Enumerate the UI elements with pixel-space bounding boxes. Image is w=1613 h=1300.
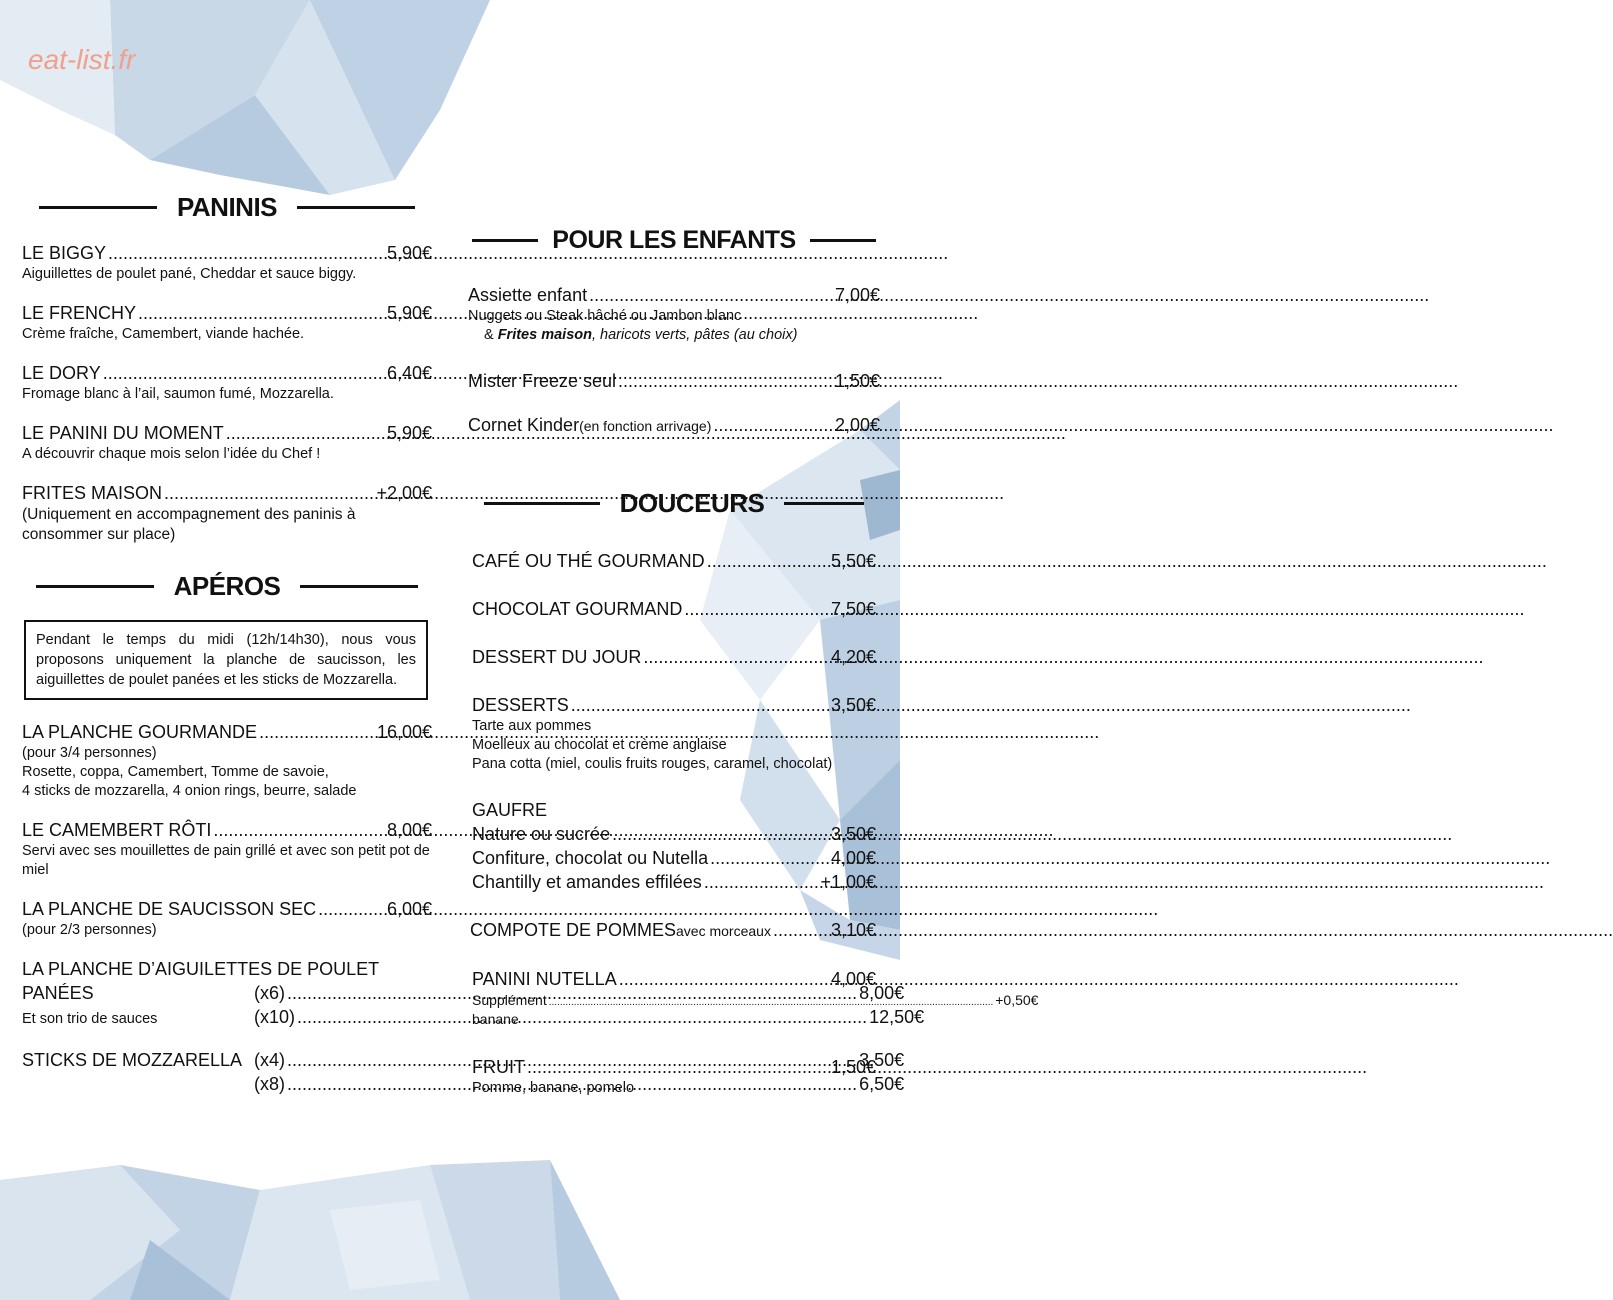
item-price: 7,50€	[830, 599, 876, 619]
item-name: LE PANINI DU MOMENT	[22, 423, 224, 443]
menu-item-chocolat-gourmand	[472, 597, 876, 621]
heading-rule	[810, 239, 876, 242]
item-price: 3,10€	[830, 920, 876, 940]
item-note: (en fonction arrivage)	[579, 418, 712, 434]
item-desc: (Uniquement en accompagnement des paninis à consommer sur place)	[22, 506, 356, 543]
item-price: 6,40€	[386, 363, 432, 383]
item-price: 3,50€	[830, 695, 876, 715]
item-price: 4,00€	[830, 969, 876, 989]
item-name: GAUFRE	[472, 800, 548, 820]
item-desc: Pomme, banane, pomelo	[472, 1080, 635, 1096]
item-name: LA PLANCHE D’AIGUILETTES DE POULET	[22, 959, 380, 979]
item-name: LE CAMEMBERT RÔTI	[22, 820, 212, 840]
item-name: LE DORY	[22, 363, 101, 383]
item-option: Confiture, chocolat ou Nutella	[472, 848, 709, 868]
menu-item-camembert	[22, 818, 432, 880]
menu-item-frenchy	[22, 301, 432, 344]
item-name: Mister Freeze seul	[468, 371, 617, 391]
item-name: LA PLANCHE GOURMANDE	[22, 722, 258, 742]
menu-item-compote	[470, 918, 876, 943]
douceurs-title: DOUCEURS	[619, 488, 765, 518]
item-name: LE FRENCHY	[22, 303, 137, 323]
item-option: Chantilly et amandes effilées	[472, 872, 702, 892]
item-price: 6,00€	[386, 899, 432, 919]
item-desc: Moelleux au chocolat et crème anglaise	[472, 737, 727, 753]
menu-item-assiette-enfant	[468, 283, 880, 345]
item-name: CAFÉ OU THÉ GOURMAND	[472, 551, 705, 571]
paninis-title: PANINIS	[176, 192, 278, 222]
item-price: +1,00€	[820, 872, 876, 892]
item-name: FRITES MAISON	[22, 483, 163, 503]
item-price: +0,50€	[995, 992, 1039, 1008]
menu-item-fruit	[472, 1055, 876, 1098]
item-desc: Nuggets ou Steak hâché ou Jambon blanc	[468, 308, 742, 324]
heading-rule	[472, 239, 538, 242]
paninis-heading	[22, 192, 432, 223]
item-desc: Tarte aux pommes	[472, 718, 592, 734]
item-name: PANÉES	[22, 983, 94, 1003]
item-desc: Aiguillettes de poulet pané, Cheddar et sauce biggy.	[22, 266, 357, 282]
menu-item-cornet-kinder	[468, 413, 880, 438]
item-name: Cornet Kinder	[468, 415, 580, 435]
item-price: +2,00€	[376, 483, 432, 503]
watermark: eat-list.fr	[28, 44, 136, 75]
item-price: 5,50€	[830, 551, 876, 571]
item-desc: 4 sticks de mozzarella, 4 onion rings, beurre, salade	[22, 783, 357, 799]
item-desc: Pana cotta (miel, coulis fruits rouges, caramel, chocolat)	[472, 756, 833, 772]
item-desc: Crème fraîche, Camembert, viande hachée.	[22, 326, 305, 342]
item-supplement: Supplément banane	[472, 992, 547, 1027]
item-price: 7,00€	[834, 285, 880, 305]
item-name: LE BIGGY	[22, 243, 107, 263]
menu-item-dessert-du-jour	[472, 645, 876, 669]
aperos-title: APÉROS	[173, 571, 281, 601]
item-quantity: (x4)	[254, 1050, 285, 1070]
heading-rule	[36, 585, 154, 588]
item-price: 8,00€	[859, 983, 905, 1003]
menu-item-dory	[22, 361, 432, 404]
item-desc-2: & Frites maison, haricots verts, pâtes (au choix)	[484, 327, 798, 343]
heading-rule	[297, 206, 415, 209]
item-desc: Servi avec ses mouillettes de pain grillé et avec son petit pot de miel	[22, 843, 430, 878]
item-name: FRUIT	[472, 1057, 525, 1077]
item-option: Nature ou sucrée	[472, 824, 611, 844]
item-price: 5,90€	[386, 303, 432, 323]
item-quantity: (x8)	[254, 1074, 285, 1094]
item-desc: Fromage blanc à l’ail, saumon fumé, Mozzarella.	[22, 386, 334, 402]
item-quantity: (x6)	[254, 983, 285, 1003]
heading-rule	[300, 585, 418, 588]
item-price: 4,20€	[830, 647, 876, 667]
aperos-heading	[22, 571, 432, 602]
item-price: 1,50€	[830, 1057, 876, 1077]
menu-item-saucisson	[22, 897, 432, 940]
menu-item-planche-gourmande	[22, 720, 432, 801]
item-price: 1,50€	[834, 371, 880, 391]
menu-item-desserts	[472, 693, 876, 774]
item-price: 5,90€	[386, 423, 432, 443]
item-price: 8,00€	[386, 820, 432, 840]
item-quantity: (x10)	[254, 1007, 296, 1027]
heading-rule	[484, 502, 600, 505]
menu-item-gaufre	[472, 798, 876, 894]
menu-item-cafe-gourmand	[472, 549, 876, 573]
item-desc: Rosette, coppa, Camembert, Tomme de savoie,	[22, 764, 329, 780]
item-price: 4,00€	[830, 848, 876, 868]
item-note: avec morceaux	[676, 923, 771, 939]
item-desc: Et son trio de sauces	[22, 1011, 158, 1027]
item-name: DESSERT DU JOUR	[472, 647, 642, 667]
item-price: 2,00€	[834, 415, 880, 435]
heading-rule	[784, 502, 864, 505]
menu-item-biggy	[22, 241, 432, 284]
item-name: DESSERTS	[472, 695, 569, 715]
menu-item-panini-moment	[22, 421, 432, 464]
enfants-title: POUR LES ENFANTS	[552, 226, 796, 254]
menu-item-frites	[22, 481, 432, 545]
item-persons: (pour 3/4 personnes)	[22, 745, 157, 761]
item-name: PANINI NUTELLA	[472, 969, 617, 989]
item-persons: (pour 2/3 personnes)	[22, 922, 157, 938]
item-desc: A découvrir chaque mois selon l’idée du Chef !	[22, 446, 321, 462]
heading-rule	[39, 206, 157, 209]
item-price: 12,50€	[869, 1007, 925, 1027]
item-price: 3,50€	[859, 1050, 905, 1070]
item-name: CHOCOLAT GOURMAND	[472, 599, 683, 619]
item-name: STICKS DE MOZZARELLA	[22, 1050, 243, 1070]
item-price: 6,50€	[859, 1074, 905, 1094]
item-name: Assiette enfant	[468, 285, 588, 305]
item-price: 3,50€	[830, 824, 876, 844]
item-price: 16,00€	[376, 722, 432, 742]
item-name: LA PLANCHE DE SAUCISSON SEC	[22, 899, 317, 919]
lunch-notice: Pendant le temps du midi (12h/14h30), nous vous proposons uniquement la planche de saucisson, les aiguillettes de poulet panées et les sticks de Mozzarella.	[24, 620, 428, 700]
douceurs-heading	[468, 488, 880, 519]
item-price: 5,90€	[386, 243, 432, 263]
menu-item-mister-freeze	[468, 369, 880, 393]
enfants-heading	[468, 226, 880, 255]
item-name: COMPOTE DE POMMES	[470, 920, 677, 940]
